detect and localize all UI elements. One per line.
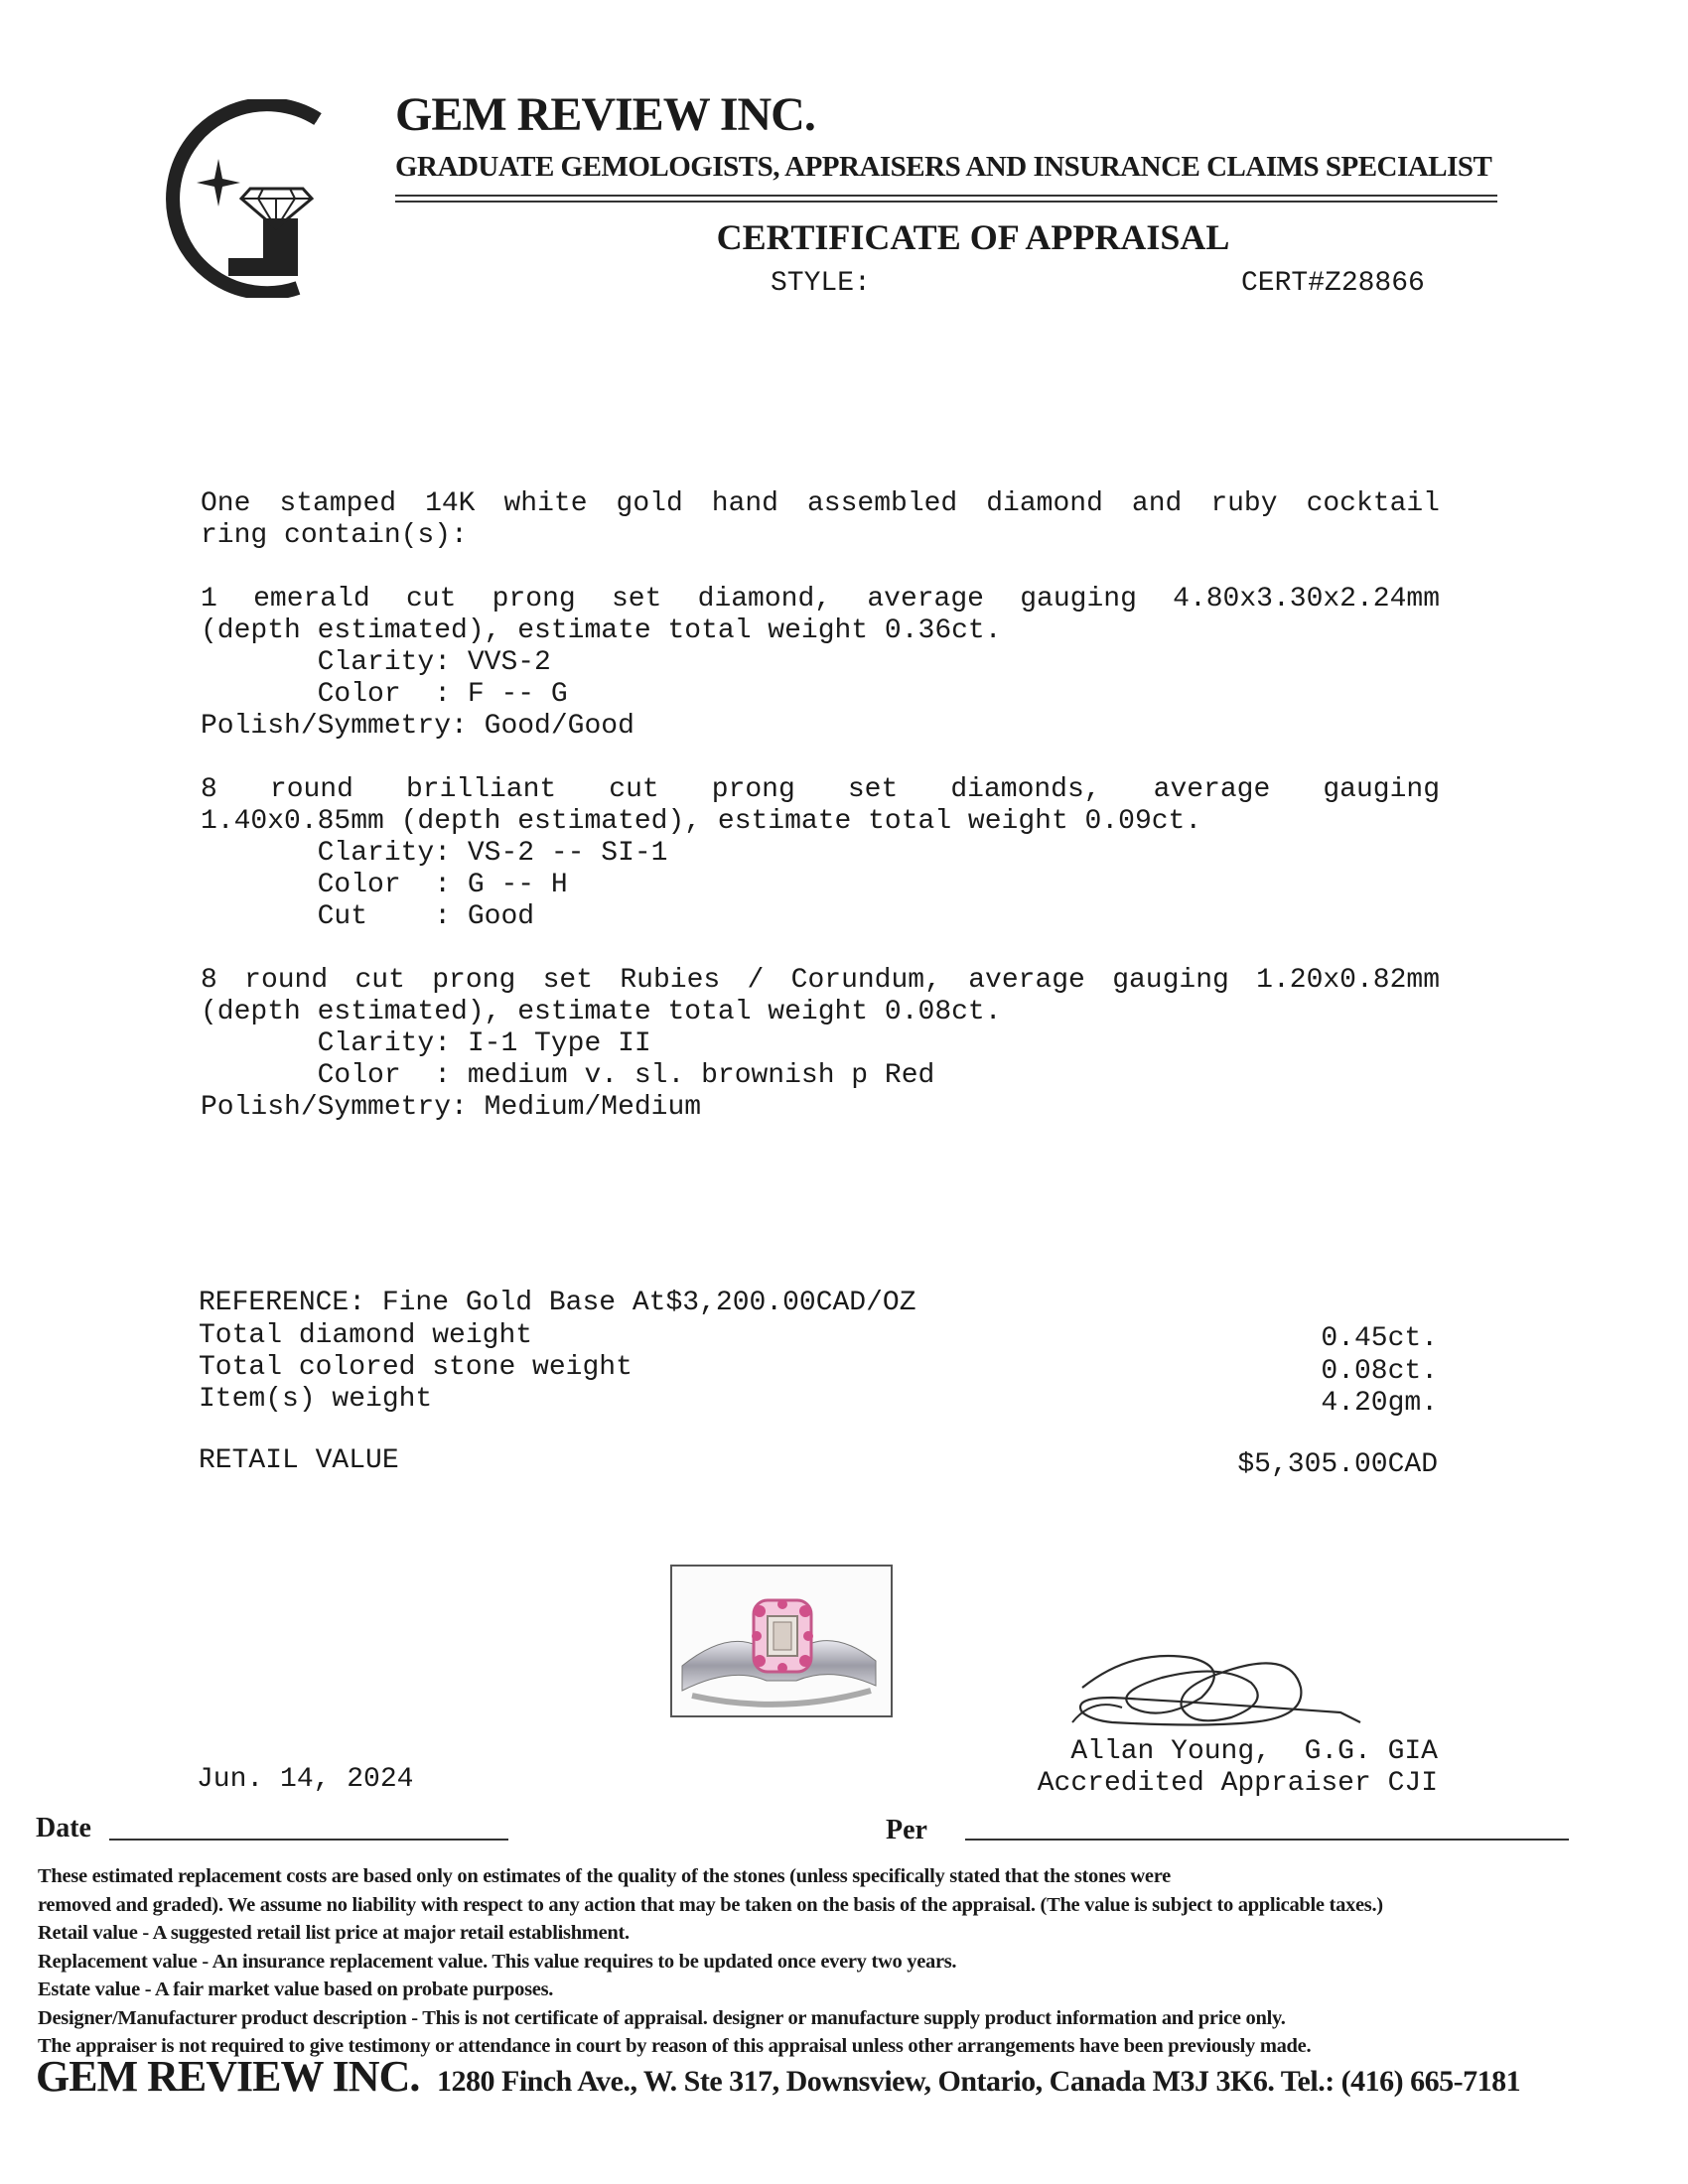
per-signature-line: [965, 1839, 1569, 1841]
footer-company-name: GEM REVIEW INC.: [36, 2052, 420, 2101]
disclaimer-line: Estate value - A fair market value based on probate purposes.: [38, 1979, 554, 2000]
date-value: Jun. 14, 2024: [197, 1764, 414, 1795]
intro-line: ring contain(s):: [201, 520, 468, 551]
company-name: GEM REVIEW INC.: [395, 88, 815, 141]
stone-detail: Color : G -- H: [201, 870, 568, 900]
stone-detail: Clarity: VS-2 -- SI-1: [201, 838, 668, 869]
date-label: Date: [36, 1813, 91, 1843]
stone-line: (depth estimated), estimate total weight 0.36ct.: [201, 615, 1002, 646]
gem-g-logo-icon: [139, 99, 338, 298]
per-label: Per: [886, 1815, 927, 1845]
summary-value: 0.45ct.: [1321, 1323, 1438, 1354]
disclaimer-line: Designer/Manufacturer product description - This is not certificate of appraisal. designer or manufacture supply product information and price only.: [38, 2006, 1286, 2029]
retail-value: $5,305.00CAD: [1237, 1449, 1438, 1480]
company-logo: [139, 99, 338, 298]
stone-detail: Polish/Symmetry: Good/Good: [201, 711, 634, 742]
ring-image-icon: [672, 1567, 891, 1715]
disclaimer-line: Retail value - A suggested retail list price at major retail establishment.: [38, 1922, 630, 1944]
signature-icon: [1053, 1628, 1370, 1747]
disclaimer-line: The appraiser is not required to give testimony or attendance in court by reason of this appraisal unless other arrangements have been previously made.: [38, 2035, 1312, 2057]
stone-line: (depth estimated), estimate total weight 0.08ct.: [201, 997, 1002, 1027]
disclaimer-line: Replacement value - An insurance replacement value. This value requires to be updated once every two years.: [38, 1950, 957, 1973]
ring-photo: [670, 1565, 893, 1717]
gold-reference: REFERENCE: Fine Gold Base At$3,200.00CAD/OZ: [199, 1288, 916, 1318]
stone-line: 1.40x0.85mm (depth estimated), estimate total weight 0.09ct.: [201, 806, 1202, 837]
footer-address: 1280 Finch Ave., W. Ste 317, Downsview, Ontario, Canada M3J 3K6. Tel.: (416) 665-7181: [437, 2065, 1521, 2098]
summary-value: 4.20gm.: [1321, 1388, 1438, 1419]
retail-value-label: RETAIL VALUE: [199, 1445, 399, 1476]
summary-value: 0.08ct.: [1321, 1356, 1438, 1387]
summary-label: Total colored stone weight: [199, 1352, 633, 1383]
cert-number: CERT#Z28866: [1241, 268, 1425, 299]
date-signature-line: [109, 1839, 508, 1841]
style-label: STYLE:: [771, 268, 871, 299]
stone-line: 1 emerald cut prong set diamond, average gauging 4.80x3.30x2.24mm: [201, 584, 1440, 614]
stone-detail: Cut : Good: [201, 901, 535, 932]
certificate-title: CERTIFICATE OF APPRAISAL: [716, 217, 1230, 257]
stone-detail: Color : F -- G: [201, 679, 568, 710]
appraiser-credentials: Accredited Appraiser CJI: [1037, 1768, 1438, 1799]
stone-detail: Clarity: I-1 Type II: [201, 1028, 651, 1059]
summary-label: Item(s) weight: [199, 1384, 433, 1415]
stone-line: 8 round brilliant cut prong set diamonds, average gauging: [201, 774, 1440, 805]
appraiser-name: Allan Young, G.G. GIA: [1070, 1736, 1438, 1767]
stone-line: 8 round cut prong set Rubies / Corundum, average gauging 1.20x0.82mm: [201, 965, 1440, 996]
header-rule-bottom: [395, 201, 1497, 203]
appraiser-signature: [1053, 1628, 1370, 1747]
stone-detail: Polish/Symmetry: Medium/Medium: [201, 1092, 702, 1123]
disclaimer: [38, 1862, 1666, 2061]
header-rule-top: [395, 195, 1497, 197]
summary-label: Total diamond weight: [199, 1320, 533, 1351]
stone-detail: Color : medium v. sl. brownish p Red: [201, 1060, 935, 1091]
company-tagline: GRADUATE GEMOLOGISTS, APPRAISERS AND INSURANCE CLAIMS SPECIALIST: [395, 151, 1492, 183]
disclaimer-line: These estimated replacement costs are based only on estimates of the quality of the stones (unless specifically stated that the stones were: [38, 1865, 1171, 1887]
disclaimer-line: removed and graded). We assume no liability with respect to any action that may be taken on the basis of the appraisal. (The value is subject to applicable taxes.): [38, 1893, 1383, 1916]
stone-detail: Clarity: VVS-2: [201, 647, 551, 678]
item-description: [201, 488, 1440, 1124]
intro-line: One stamped 14K white gold hand assembled diamond and ruby cocktail: [201, 488, 1440, 519]
